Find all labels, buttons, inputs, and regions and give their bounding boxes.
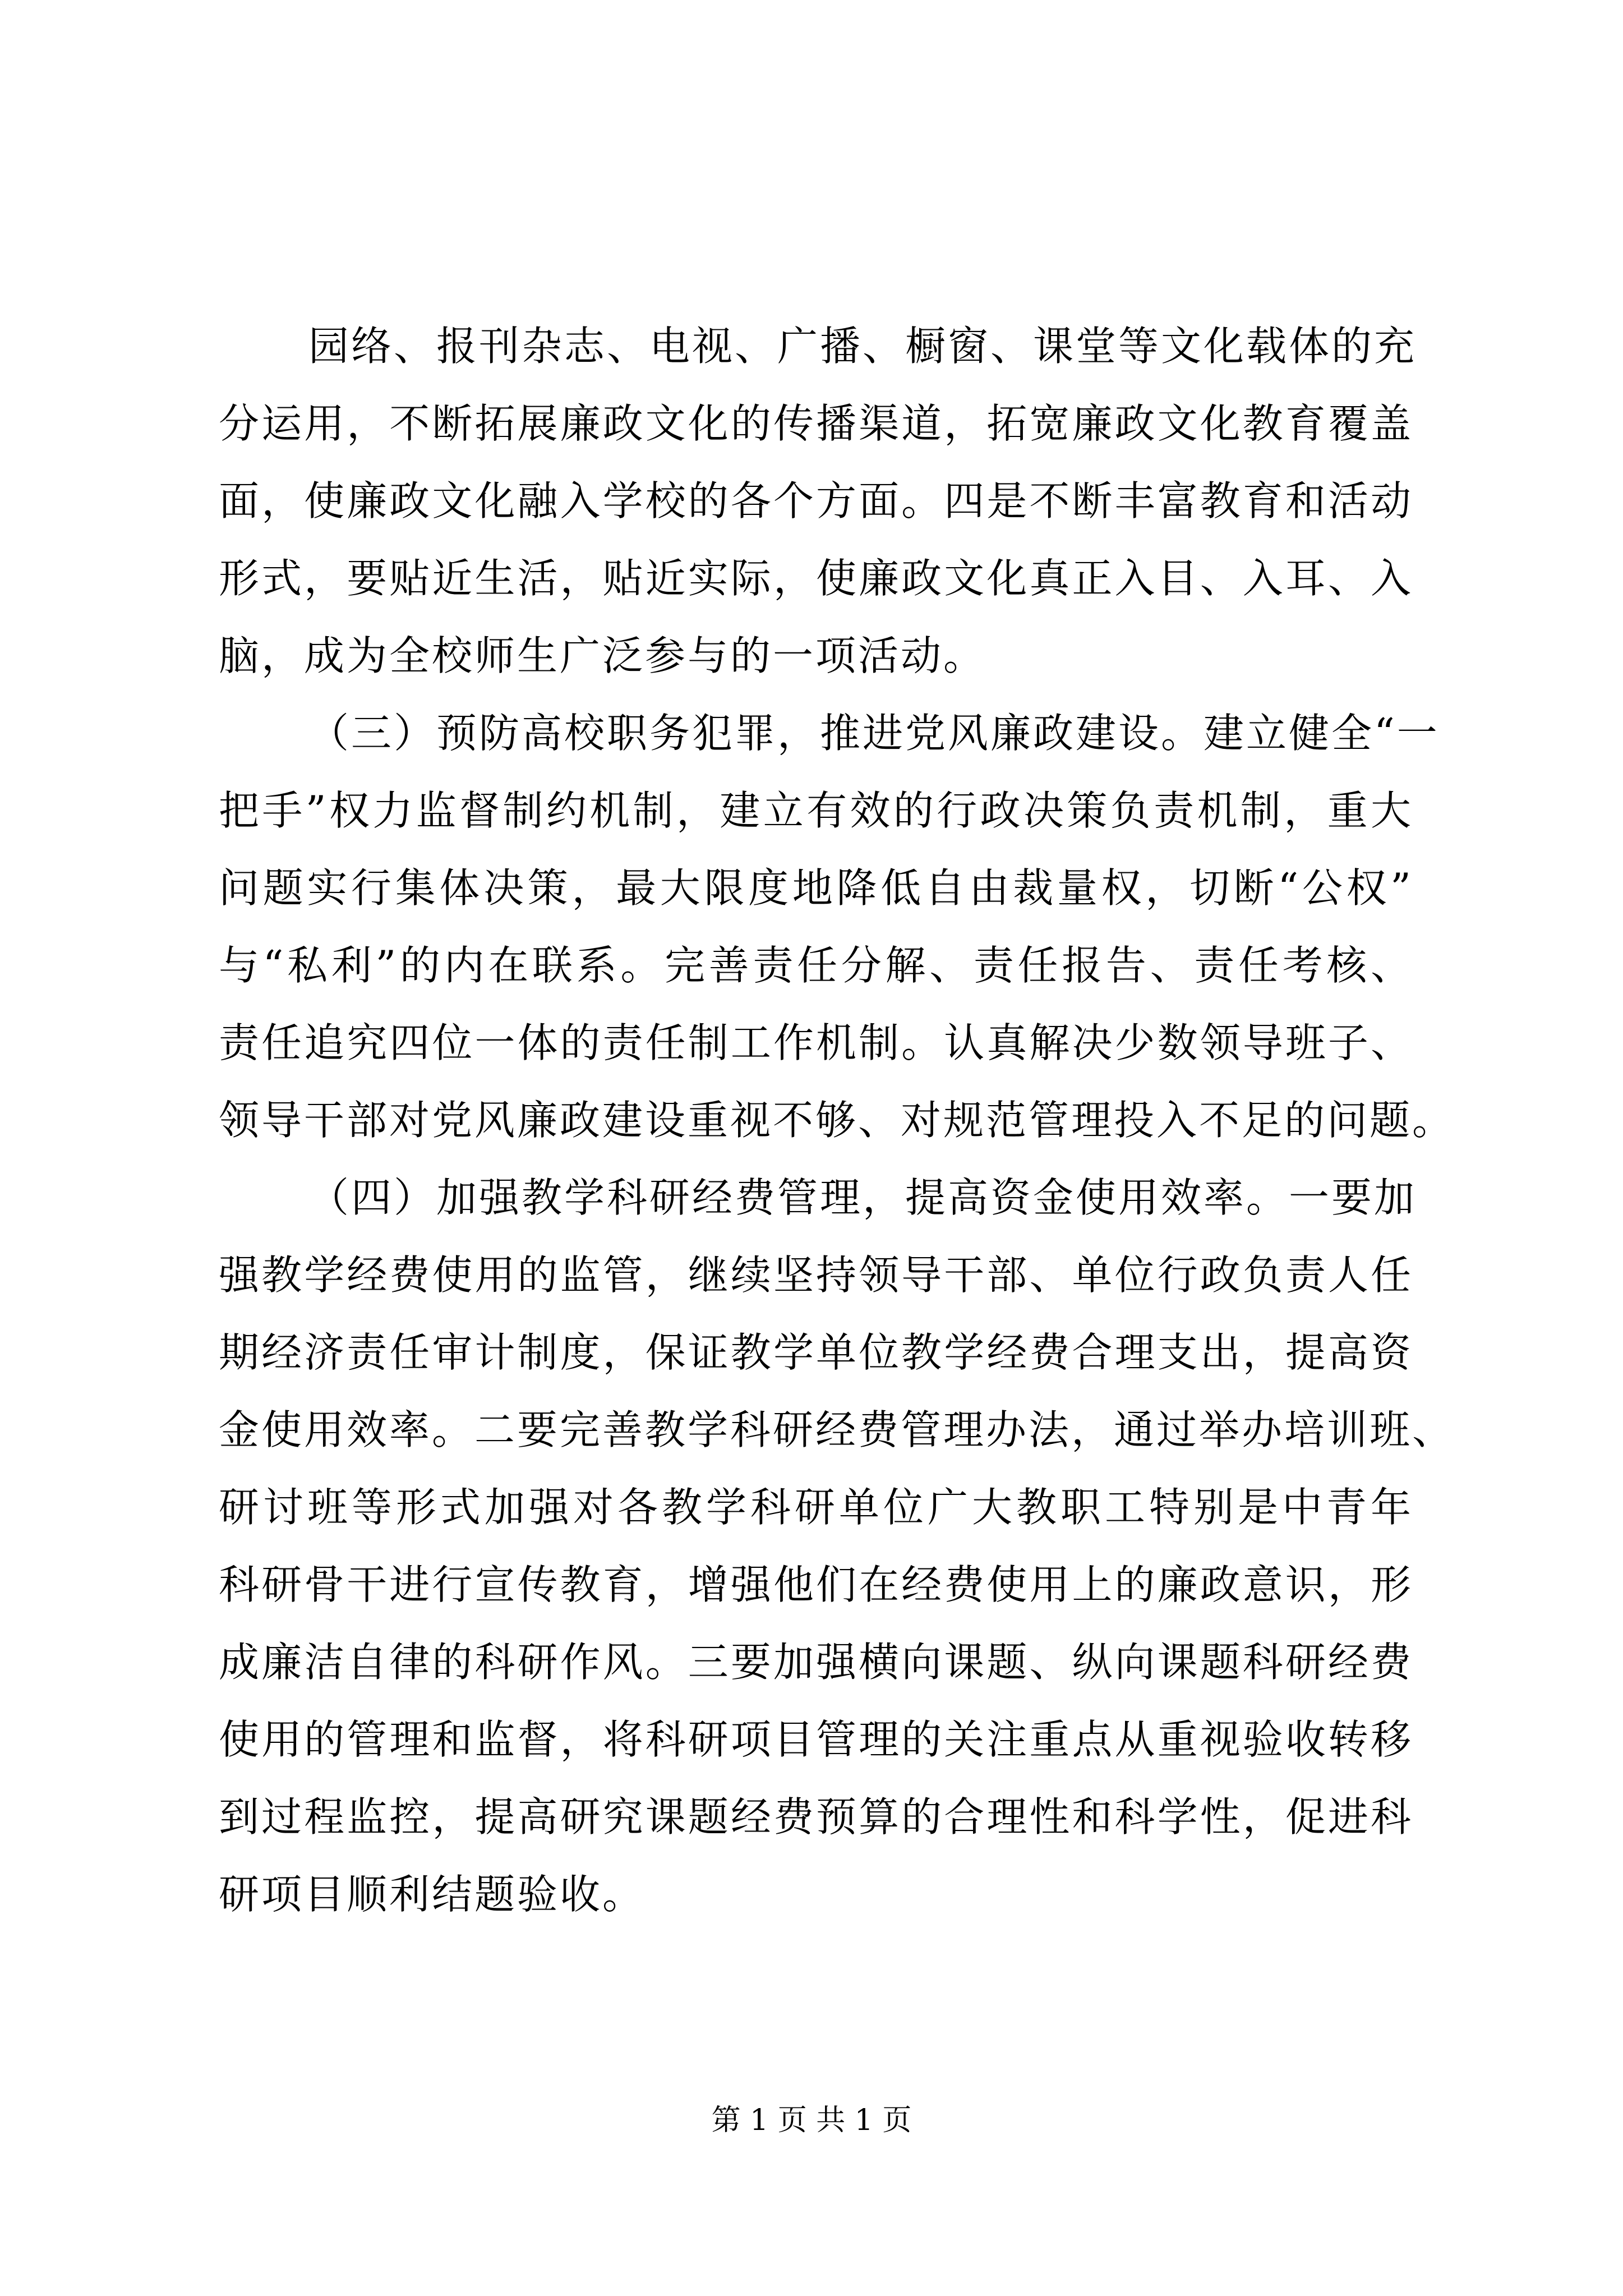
paragraph-line: （三）预防高校职务犯罪，推进党风廉政建设。建立健全“一 xyxy=(308,710,1440,757)
paragraph-line: 研讨班等形式加强对各教学科研单位广大教职工特别是中青年 xyxy=(219,1484,1413,1531)
paragraph-line: 期经济责任审计制度，保证教学单位教学经费合理支出，提高资 xyxy=(219,1329,1413,1376)
paragraph-line: 研项目顺利结题验收。 xyxy=(219,1871,645,1918)
paragraph-line: （四）加强教学科研经费管理，提高资金使用效率。一要加 xyxy=(308,1174,1417,1221)
paragraph-line: 科研骨干进行宣传教育，增强他们在经费使用上的廉政意识，形 xyxy=(219,1561,1413,1608)
paragraph-line: 脑，成为全校师生广泛参与的一项活动。 xyxy=(219,632,986,679)
paragraph-line: 面，使廉政文化融入学校的各个方面。四是不断丰富教育和活动 xyxy=(219,477,1413,524)
paragraph-line: 使用的管理和监督，将科研项目管理的关注重点从重视验收转移 xyxy=(219,1716,1413,1763)
paragraph-line: 领导干部对党风廉政建设重视不够、对规范管理投入不足的问题。 xyxy=(219,1097,1455,1144)
paragraph-line: 分运用，不断拓展廉政文化的传播渠道，拓宽廉政文化教育覆盖 xyxy=(219,400,1413,447)
paragraph-line: 园络、报刊杂志、电视、广播、橱窗、课堂等文化载体的充 xyxy=(308,323,1417,370)
paragraph-line: 责任追究四位一体的责任制工作机制。认真解决少数领导班子、 xyxy=(219,1019,1413,1066)
paragraph-line: 问题实行集体决策，最大限度地降低自由裁量权，切断“公权” xyxy=(219,864,1413,912)
paragraph-line: 把手”权力监督制约机制，建立有效的行政决策负责机制，重大 xyxy=(219,787,1413,834)
paragraph-line: 形式，要贴近生活，贴近实际，使廉政文化真正入目、入耳、入 xyxy=(219,555,1413,602)
paragraph-line: 成廉洁自律的科研作风。三要加强横向课题、纵向课题科研经费 xyxy=(219,1639,1413,1686)
paragraph-line: 强教学经费使用的监管，继续坚持领导干部、单位行政负责人任 xyxy=(219,1251,1413,1299)
paragraph-line: 金使用效率。二要完善教学科研经费管理办法，通过举办培训班、 xyxy=(219,1406,1455,1453)
body-text xyxy=(219,307,1455,1933)
paragraph-line: 到过程监控，提高研究课题经费预算的合理性和科学性，促进科 xyxy=(219,1793,1413,1841)
paragraph-line: 与“私利”的内在联系。完善责任分解、责任报告、责任考核、 xyxy=(219,942,1413,989)
page-number-footer: 第 1 页 共 1 页 xyxy=(711,2104,912,2137)
